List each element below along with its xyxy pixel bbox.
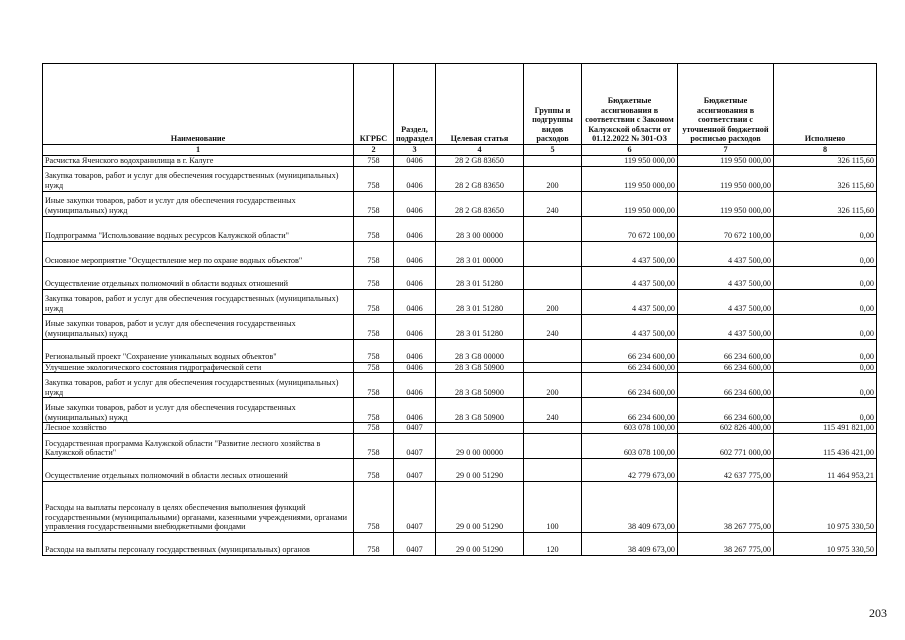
row-zakon: 4 437 500,00: [582, 289, 678, 314]
row-utoch: 66 234 600,00: [678, 373, 774, 398]
row-kgrbs: 758: [354, 433, 394, 458]
row-utoch: 119 950 000,00: [678, 156, 774, 167]
row-vid: 200: [524, 289, 582, 314]
row-zakon: 4 437 500,00: [582, 266, 678, 289]
table-row: [43, 156, 877, 167]
row-ispolneno: 326 115,60: [774, 156, 877, 167]
row-utoch: 4 437 500,00: [678, 289, 774, 314]
row-utoch: 4 437 500,00: [678, 241, 774, 266]
table-row: [43, 458, 877, 481]
row-utoch: 42 637 775,00: [678, 458, 774, 481]
row-vid: 240: [524, 191, 582, 216]
row-ispolneno: 0,00: [774, 241, 877, 266]
table-row: [43, 423, 877, 434]
row-tselevaya: 28 3 G8 50900: [436, 362, 524, 373]
row-vid: [524, 433, 582, 458]
row-vid: [524, 241, 582, 266]
table-row: [43, 241, 877, 266]
row-zakon: 42 779 673,00: [582, 458, 678, 481]
column-number-row: [43, 145, 877, 156]
row-ispolneno: 0,00: [774, 373, 877, 398]
row-utoch: 38 267 775,00: [678, 532, 774, 555]
row-razdel: 0406: [394, 241, 436, 266]
row-kgrbs: 758: [354, 458, 394, 481]
row-utoch: 70 672 100,00: [678, 216, 774, 241]
row-razdel: 0407: [394, 458, 436, 481]
row-utoch: 119 950 000,00: [678, 166, 774, 191]
column-number: 4: [436, 145, 524, 156]
column-number: 2: [354, 145, 394, 156]
row-name: Подпрограмма "Использование водных ресурсов Калужской области": [43, 216, 354, 241]
header-utoch: Бюджетные ассигнования в соответствии с уточненной бюджетной росписью расходов: [678, 64, 774, 145]
column-number: 6: [582, 145, 678, 156]
row-utoch: 119 950 000,00: [678, 191, 774, 216]
row-utoch: 66 234 600,00: [678, 362, 774, 373]
table-row: [43, 191, 877, 216]
row-ispolneno: 326 115,60: [774, 191, 877, 216]
row-name: Закупка товаров, работ и услуг для обеспечения государственных (муниципальных) нужд: [43, 289, 354, 314]
row-name: Улучшение экологического состояния гидрографической сети: [43, 362, 354, 373]
row-ispolneno: 0,00: [774, 266, 877, 289]
row-razdel: 0406: [394, 314, 436, 339]
table-row: [43, 216, 877, 241]
row-ispolneno: 115 491 821,00: [774, 423, 877, 434]
row-ispolneno: 10 975 330,50: [774, 532, 877, 555]
row-ispolneno: 0,00: [774, 216, 877, 241]
row-name: Закупка товаров, работ и услуг для обеспечения государственных (муниципальных) нужд: [43, 373, 354, 398]
row-razdel: 0406: [394, 266, 436, 289]
header-row: [43, 64, 877, 145]
row-zakon: 119 950 000,00: [582, 156, 678, 167]
row-vid: [524, 216, 582, 241]
row-zakon: 66 234 600,00: [582, 373, 678, 398]
row-name: Иные закупки товаров, работ и услуг для обеспечения государственных (муниципальных) нужд: [43, 191, 354, 216]
row-kgrbs: 758: [354, 289, 394, 314]
row-tselevaya: 28 3 G8 00000: [436, 339, 524, 362]
row-name: Региональный проект "Сохранение уникальных водных объектов": [43, 339, 354, 362]
column-number: 3: [394, 145, 436, 156]
row-vid: 200: [524, 373, 582, 398]
row-kgrbs: 758: [354, 314, 394, 339]
row-name: Государственная программа Калужской области "Развитие лесного хозяйства в Калужской области": [43, 433, 354, 458]
row-zakon: 4 437 500,00: [582, 241, 678, 266]
row-kgrbs: 758: [354, 191, 394, 216]
row-ispolneno: 11 464 953,21: [774, 458, 877, 481]
row-utoch: 66 234 600,00: [678, 398, 774, 423]
row-tselevaya: 28 2 G8 83650: [436, 166, 524, 191]
row-utoch: 602 771 000,00: [678, 433, 774, 458]
row-tselevaya: 29 0 00 51290: [436, 532, 524, 555]
header-kgrbs: КГРБС: [354, 64, 394, 145]
table-row: [43, 532, 877, 555]
row-ispolneno: 0,00: [774, 314, 877, 339]
row-razdel: 0406: [394, 166, 436, 191]
row-kgrbs: 758: [354, 216, 394, 241]
row-name: Осуществление отдельных полномочий в области водных отношений: [43, 266, 354, 289]
row-zakon: 603 078 100,00: [582, 433, 678, 458]
table-body: [43, 156, 877, 556]
row-ispolneno: 326 115,60: [774, 166, 877, 191]
table-row: [43, 314, 877, 339]
table-row: [43, 373, 877, 398]
header-ispolneno: Исполнено: [774, 64, 877, 145]
row-ispolneno: 0,00: [774, 289, 877, 314]
row-tselevaya: 28 3 01 51280: [436, 289, 524, 314]
row-ispolneno: 10 975 330,50: [774, 481, 877, 532]
header-tselevaya: Целевая статья: [436, 64, 524, 145]
row-zakon: 66 234 600,00: [582, 339, 678, 362]
row-kgrbs: 758: [354, 266, 394, 289]
row-kgrbs: 758: [354, 362, 394, 373]
row-utoch: 38 267 775,00: [678, 481, 774, 532]
row-razdel: 0406: [394, 373, 436, 398]
row-razdel: 0406: [394, 362, 436, 373]
row-razdel: 0407: [394, 481, 436, 532]
row-name: Закупка товаров, работ и услуг для обеспечения государственных (муниципальных) нужд: [43, 166, 354, 191]
row-kgrbs: 758: [354, 156, 394, 167]
row-razdel: 0406: [394, 398, 436, 423]
row-ispolneno: 115 436 421,00: [774, 433, 877, 458]
row-razdel: 0406: [394, 339, 436, 362]
row-vid: [524, 362, 582, 373]
row-zakon: 603 078 100,00: [582, 423, 678, 434]
row-vid: [524, 423, 582, 434]
row-name: Расчистка Яченского водохранилища в г. Калуге: [43, 156, 354, 167]
row-ispolneno: 0,00: [774, 398, 877, 423]
column-number: 7: [678, 145, 774, 156]
table-row: [43, 289, 877, 314]
row-name: Иные закупки товаров, работ и услуг для обеспечения государственных (муниципальных) нужд: [43, 314, 354, 339]
row-ispolneno: 0,00: [774, 339, 877, 362]
row-razdel: 0406: [394, 216, 436, 241]
row-vid: 120: [524, 532, 582, 555]
row-utoch: 66 234 600,00: [678, 339, 774, 362]
row-zakon: 119 950 000,00: [582, 166, 678, 191]
row-utoch: 4 437 500,00: [678, 314, 774, 339]
row-kgrbs: 758: [354, 373, 394, 398]
page-number: 203: [869, 606, 887, 620]
row-zakon: 119 950 000,00: [582, 191, 678, 216]
row-razdel: 0407: [394, 433, 436, 458]
row-tselevaya: 28 2 G8 83650: [436, 191, 524, 216]
row-razdel: 0406: [394, 289, 436, 314]
row-tselevaya: 28 3 01 51280: [436, 314, 524, 339]
row-tselevaya: 28 3 01 00000: [436, 241, 524, 266]
table-row: [43, 362, 877, 373]
budget-execution-table: [42, 63, 877, 556]
table-row: [43, 481, 877, 532]
header-zakon: Бюджетные ассигнования в соответствии с Законом Калужской области от 01.12.2022 № 301-ОЗ: [582, 64, 678, 145]
row-ispolneno: 0,00: [774, 362, 877, 373]
row-tselevaya: 29 0 00 51290: [436, 458, 524, 481]
header-razdel: Раздел, подраздел: [394, 64, 436, 145]
row-kgrbs: 758: [354, 423, 394, 434]
row-utoch: 602 826 400,00: [678, 423, 774, 434]
column-number: 1: [43, 145, 354, 156]
row-vid: 240: [524, 314, 582, 339]
row-tselevaya: 28 2 G8 83650: [436, 156, 524, 167]
row-vid: 100: [524, 481, 582, 532]
row-kgrbs: 758: [354, 532, 394, 555]
header-name: Наименование: [43, 64, 354, 145]
row-zakon: 66 234 600,00: [582, 362, 678, 373]
row-tselevaya: 28 3 01 51280: [436, 266, 524, 289]
row-razdel: 0406: [394, 191, 436, 216]
row-name: Лесное хозяйство: [43, 423, 354, 434]
row-vid: [524, 458, 582, 481]
row-vid: 240: [524, 398, 582, 423]
row-vid: [524, 156, 582, 167]
table-row: [43, 398, 877, 423]
table-row: [43, 166, 877, 191]
column-number: 5: [524, 145, 582, 156]
row-name: Основное мероприятие "Осуществление мер по охране водных объектов": [43, 241, 354, 266]
row-zakon: 66 234 600,00: [582, 398, 678, 423]
row-name: Расходы на выплаты персоналу государственных (муниципальных) органов: [43, 532, 354, 555]
row-name: Иные закупки товаров, работ и услуг для обеспечения государственных (муниципальных) нужд: [43, 398, 354, 423]
row-tselevaya: 29 0 00 00000: [436, 433, 524, 458]
row-zakon: 38 409 673,00: [582, 532, 678, 555]
row-razdel: 0406: [394, 156, 436, 167]
row-razdel: 0407: [394, 532, 436, 555]
row-utoch: 4 437 500,00: [678, 266, 774, 289]
row-zakon: 38 409 673,00: [582, 481, 678, 532]
table-row: [43, 433, 877, 458]
row-vid: [524, 339, 582, 362]
row-vid: [524, 266, 582, 289]
row-tselevaya: 28 3 G8 50900: [436, 398, 524, 423]
row-tselevaya: [436, 423, 524, 434]
row-kgrbs: 758: [354, 398, 394, 423]
header-vid: Группы и подгруппы видов расходов: [524, 64, 582, 145]
column-number: 8: [774, 145, 877, 156]
row-zakon: 4 437 500,00: [582, 314, 678, 339]
row-kgrbs: 758: [354, 241, 394, 266]
row-tselevaya: 28 3 G8 50900: [436, 373, 524, 398]
row-kgrbs: 758: [354, 339, 394, 362]
row-razdel: 0407: [394, 423, 436, 434]
row-tselevaya: 29 0 00 51290: [436, 481, 524, 532]
table-row: [43, 339, 877, 362]
row-kgrbs: 758: [354, 166, 394, 191]
row-vid: 200: [524, 166, 582, 191]
table-row: [43, 266, 877, 289]
row-name: Расходы на выплаты персоналу в целях обеспечения выполнения функций государственными (муниципальными) органами, казенными учреждениями, органами управления государственными внебюджетными фондами: [43, 481, 354, 532]
row-zakon: 70 672 100,00: [582, 216, 678, 241]
row-name: Осуществление отдельных полномочий в области лесных отношений: [43, 458, 354, 481]
row-tselevaya: 28 3 00 00000: [436, 216, 524, 241]
row-kgrbs: 758: [354, 481, 394, 532]
